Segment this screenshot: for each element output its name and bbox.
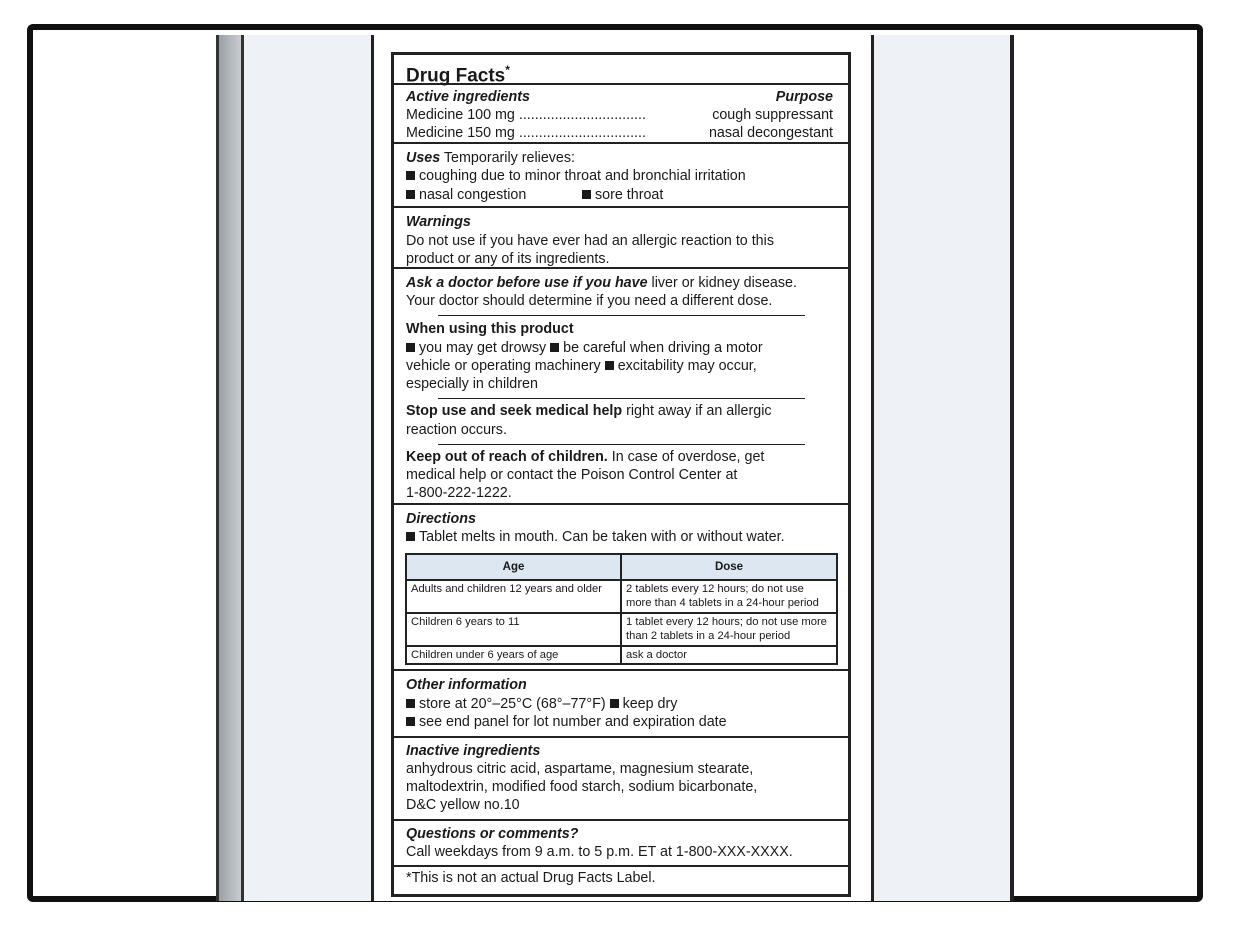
uses-section xyxy=(394,144,848,208)
questions-line-1: Call weekdays from 9 a.m. to 5 p.m. ET at 1-800-XXX-XXXX. xyxy=(406,844,793,860)
keep-out-line-3: 1-800-222-1222. xyxy=(406,485,512,501)
table-cell-dose: 2 tablets every 12 hours; do not use more than 4 tablets in a 24-hour period xyxy=(621,580,837,613)
questions-heading: Questions or comments? xyxy=(406,826,579,842)
table-row xyxy=(406,580,837,613)
stop-use-heading: Stop use and seek medical help xyxy=(406,403,623,419)
uses-item-1: coughing due to minor throat and bronchial irritation xyxy=(406,167,746,185)
inactive-line-1: anhydrous citric acid, aspartame, magnesium stearate, xyxy=(406,761,754,777)
active-row-1-purpose: cough suppressant xyxy=(712,107,833,123)
purpose-heading: Purpose xyxy=(775,89,833,105)
table-row xyxy=(406,613,837,646)
uses-item-2: nasal congestion xyxy=(406,186,526,204)
bullet-square-icon xyxy=(550,343,559,352)
uses-intro-line: Uses Temporarily relieves: xyxy=(406,150,576,166)
uses-heading: Uses xyxy=(406,150,441,166)
divider-rule xyxy=(438,398,805,399)
warnings-heading: Warnings xyxy=(406,214,471,230)
table-header-row xyxy=(406,554,837,580)
dosage-table xyxy=(405,553,838,665)
other-line-2: see end panel for lot number and expiration date xyxy=(406,713,727,731)
bullet-square-icon xyxy=(406,171,415,180)
title-section xyxy=(394,55,848,85)
when-using-line-3: especially in children xyxy=(406,376,538,392)
inactive-line-3: D&C yellow no.10 xyxy=(406,797,520,813)
inactive-line-2: maltodextrin, modified food starch, sodium bicarbonate, xyxy=(406,779,758,795)
uses-item-3: sore throat xyxy=(582,186,663,204)
warnings-line-1: Do not use if you have ever had an allergic reaction to this xyxy=(406,233,774,249)
other-information-heading: Other information xyxy=(406,677,527,693)
table-cell-age: Adults and children 12 years and older xyxy=(406,580,621,613)
bullet-square-icon xyxy=(406,343,415,352)
warnings-line-2: product or any of its ingredients. xyxy=(406,251,610,267)
divider-rule xyxy=(438,444,805,445)
label-title xyxy=(406,59,510,87)
table-header-age: Age xyxy=(406,554,621,580)
active-row-1: Medicine 100 mg ................................ xyxy=(406,107,646,123)
stop-use-line-1: Stop use and seek medical help right away if an allergic xyxy=(406,403,772,419)
directions-item-1: Tablet melts in mouth. Can be taken with or without water. xyxy=(406,528,785,546)
active-ingredients-heading: Active ingredients xyxy=(406,89,530,105)
title-text: Drug Facts xyxy=(406,65,506,87)
inactive-ingredients-section xyxy=(394,738,848,821)
drug-facts-label xyxy=(391,52,851,897)
ask-doctor-line-2: Your doctor should determine if you need a different dose. xyxy=(406,293,773,309)
active-ingredients-section xyxy=(394,85,848,144)
inactive-ingredients-heading: Inactive ingredients xyxy=(406,743,541,759)
when-using-line-1: you may get drowsy be careful when driving a motor xyxy=(406,339,763,357)
table-cell-dose: 1 tablet every 12 hours; do not use more than 2 tablets in a 24-hour period xyxy=(621,613,837,646)
leader-dots: ................................ xyxy=(518,107,646,123)
active-row-2: Medicine 150 mg ................................ xyxy=(406,125,646,141)
active-row-2-purpose: nasal decongestant xyxy=(708,125,833,141)
when-using-heading: When using this product xyxy=(406,321,574,337)
leader-dots: ................................ xyxy=(518,125,646,141)
keep-out-line-1: Keep out of reach of children. In case of overdose, get xyxy=(406,449,765,465)
table-cell-age: Children under 6 years of age xyxy=(406,646,621,664)
stop-use-line-2: reaction occurs. xyxy=(406,422,507,438)
keep-out-line-2: medical help or contact the Poison Control Center at xyxy=(406,467,738,483)
warnings-section xyxy=(394,208,848,269)
ask-doctor-heading: Ask a doctor before use if you have xyxy=(406,275,648,291)
ask-doctor-line-1: Ask a doctor before use if you have liver or kidney disease. xyxy=(406,275,797,291)
bullet-square-icon xyxy=(406,190,415,199)
bullet-square-icon xyxy=(605,361,614,370)
bullet-square-icon xyxy=(406,699,415,708)
footnote-text: *This is not an actual Drug Facts Label. xyxy=(406,870,656,886)
table-cell-dose: ask a doctor xyxy=(621,646,837,664)
table-row xyxy=(406,646,837,664)
left-edge-strip xyxy=(216,35,244,901)
title-asterisk: * xyxy=(505,63,510,77)
right-side-panel xyxy=(874,35,1014,901)
divider-rule xyxy=(438,315,805,316)
other-line-1: store at 20°–25°C (68°–77°F) keep dry xyxy=(406,695,677,713)
left-side-panel xyxy=(244,35,372,901)
table-header-dose: Dose xyxy=(621,554,837,580)
directions-heading: Directions xyxy=(406,511,476,527)
questions-section xyxy=(394,821,848,867)
keep-out-heading: Keep out of reach of children. xyxy=(406,449,608,465)
footnote-section xyxy=(394,867,848,894)
other-information-section xyxy=(394,671,848,738)
bullet-square-icon xyxy=(406,532,415,541)
bullet-square-icon xyxy=(582,190,591,199)
when-using-line-2: vehicle or operating machinery excitability may occur, xyxy=(406,358,757,374)
bullet-square-icon xyxy=(610,699,619,708)
bullet-square-icon xyxy=(406,717,415,726)
table-cell-age: Children 6 years to 11 xyxy=(406,613,621,646)
warnings-detail-section xyxy=(394,269,848,505)
